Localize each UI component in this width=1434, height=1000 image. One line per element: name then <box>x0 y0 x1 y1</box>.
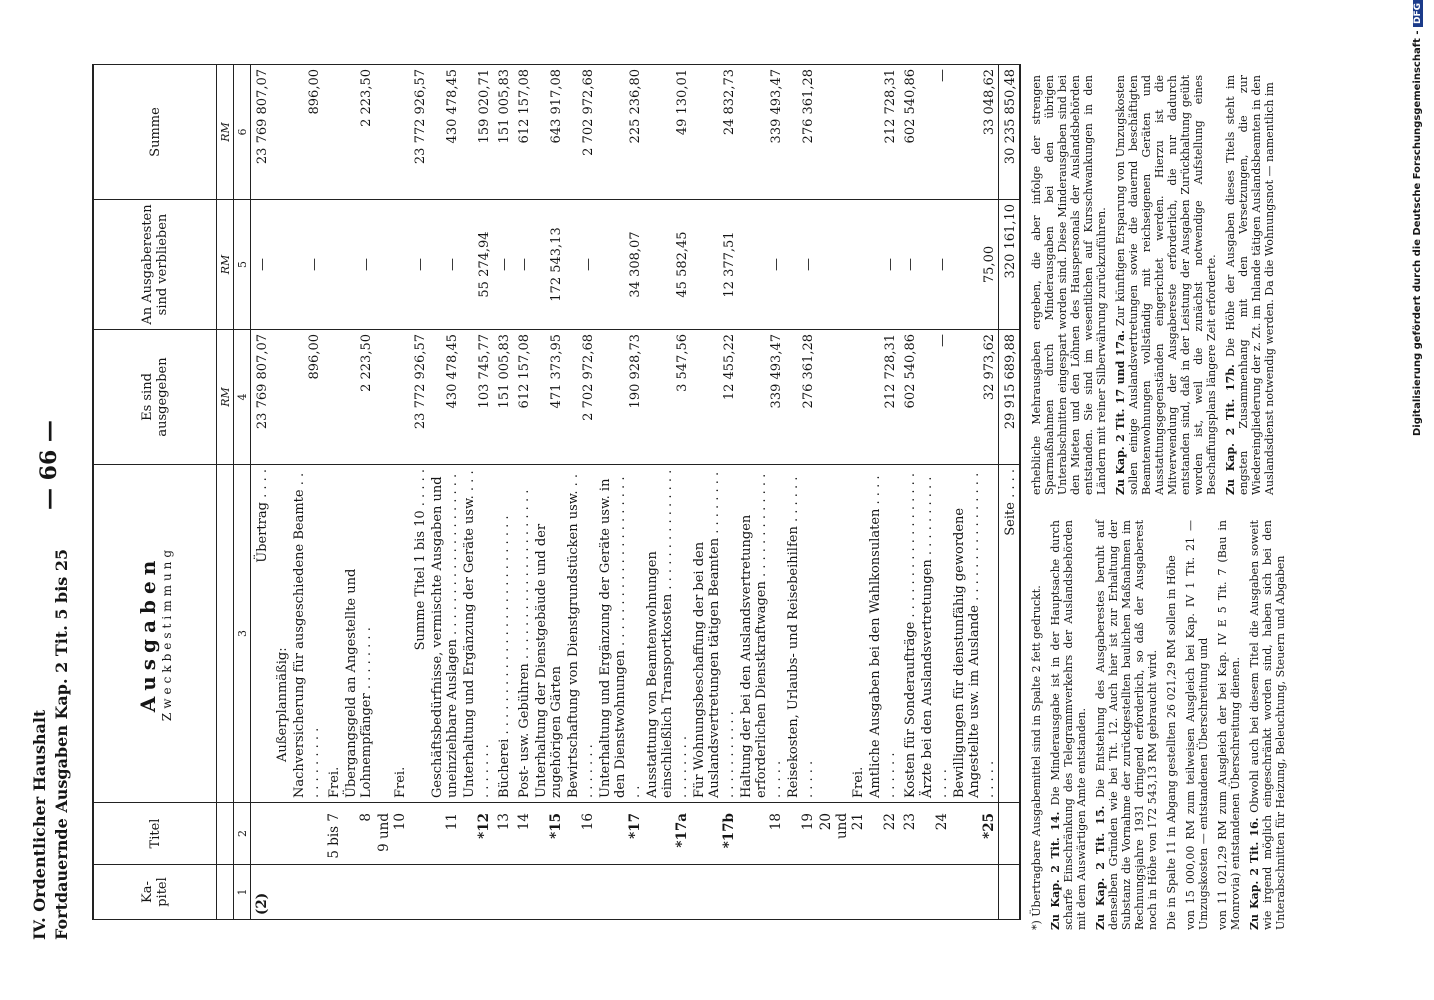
titel-cell: 13 <box>493 803 513 865</box>
col-number: 5 <box>234 200 251 330</box>
kapitel-cell: (2) <box>251 865 272 920</box>
ausgegeben-cell: 23 772 926,57 <box>409 330 429 465</box>
summe-cell <box>375 65 409 200</box>
titel-cell <box>291 803 323 865</box>
note-text: Die Minderausgabe ist in der Hauptsache durch scharfe Einschränkung des Telegrammverkehrs der Auslandsbehörden mit dem Auswärtigen Amte entstanden. <box>1049 520 1088 930</box>
kapitel-cell <box>999 865 1021 920</box>
kapitel-cell <box>785 865 817 920</box>
titel-cell: *17a <box>644 803 691 865</box>
col-header-summe: Summe <box>93 65 217 200</box>
desc-cell: Frei. <box>375 465 409 803</box>
titel-cell: *12 <box>461 803 493 865</box>
ausgegeben-cell: 190 928,73 <box>597 330 644 465</box>
desc-cell: Bewirtschaftung von Dienstgrundstücken usw. . . . . . . . . . <box>565 465 597 803</box>
kapitel-cell <box>271 865 291 920</box>
total-ausgegeben: 29 915 689,88 <box>999 330 1021 465</box>
summe-cell: 49 130,01 <box>644 65 691 200</box>
reste-cell <box>817 200 867 330</box>
kapitel-cell <box>919 865 951 920</box>
desc-cell: Für Wohnungsbeschaffung der bei den Auslandsvertretungen tätigen Beamten . . . . . . . . . . . . . . . . . . . <box>691 465 738 803</box>
note-tit14 <box>1049 520 1088 930</box>
note-text: Zur künftigen Ersparung von Umzugskosten sollen einige Auslandsvertretungen sowie die dauernd beschäftigten Beamtenwohnungen vollständig mit reichseigenen Geräten und Ausstattungsgegenständen eingerichtet werden. Hierzu ist die Mitverwendung der Ausgabereste erforderlich, die nur dadurch entstanden sind, daß in der Leistung der Ausgaben Zurückhaltung geübt worden ist, weil die zunächst notwendige Aufstellung eines Beschaffungsplans längere Zeit erforderte. <box>1114 74 1218 495</box>
titel-cell <box>271 803 291 865</box>
summe-cell: 612 157,08 <box>513 65 533 200</box>
reste-cell: — <box>409 200 429 330</box>
titel-cell: 22 <box>867 803 899 865</box>
dfg-logo: DFG <box>1413 0 1423 27</box>
desc-cell: Bewilligungen für dienstunfähig gewordene Angestellte usw. im Auslande . . . . . . . . . . . . . . . . . . . . . <box>951 465 999 803</box>
kapitel-cell <box>644 865 691 920</box>
desc-cell: Post- usw. Gebühren . . . . . . . . . . . . . . . . . . . . . <box>513 465 533 803</box>
summe-cell: 276 361,28 <box>785 65 817 200</box>
table-row <box>461 65 493 920</box>
col-header-kapitel: Ka-pitel <box>93 865 217 920</box>
reste-cell: 12 377,51 <box>691 200 738 330</box>
ausgegeben-cell: 602 540,86 <box>899 330 919 465</box>
ausgegeben-cell: — <box>919 330 951 465</box>
table-row <box>817 65 867 920</box>
kapitel-cell <box>291 865 323 920</box>
table-row <box>533 65 565 920</box>
note-head: Zu Kap. 2 Tit. 17b. <box>1224 364 1237 495</box>
note-continuation: erhebliche Mehrausgaben ergeben, die aber infolge der strengen Sparmaßnahmen durch Minderausgaben bei den übrigen Unterabschnitten eingespart worden sind. Diese Minderausgaben sind bei den Mieten und den Löhnen des Hauspersonals der Auslandsbehörden entstanden. Sie sind im wesentlichen auf Kursschwankungen in den Ländern mit reiner Silberwährung zurückzuführen. <box>1030 75 1108 495</box>
unit-cell <box>217 465 234 803</box>
titel-cell: 14 <box>513 803 533 865</box>
notes-right <box>1030 75 1410 495</box>
total-row <box>999 65 1021 920</box>
kapitel-cell <box>375 865 409 920</box>
table-row <box>691 65 738 920</box>
summe-cell: — <box>919 65 951 200</box>
reste-cell: — <box>513 200 533 330</box>
kapitel-cell <box>899 865 919 920</box>
ausgegeben-cell: 212 728,31 <box>867 330 899 465</box>
desc-cell: Haltung der bei den Auslandsvertretungen erforderlichen Dienstkraftwagen . . . . . . . . . . . . . . . . . . <box>738 465 785 803</box>
ausgegeben-cell: 2 702 972,68 <box>565 330 597 465</box>
kapitel-cell <box>691 865 738 920</box>
reste-cell <box>323 200 343 330</box>
ausgegeben-cell: 430 478,45 <box>429 330 461 465</box>
reste-cell: 75,00 <box>951 200 999 330</box>
kapitel-cell <box>493 865 513 920</box>
ausgegeben-cell: 2 223,50 <box>343 330 375 465</box>
titel-cell: *15 <box>533 803 565 865</box>
note-text: Die Entstehung des Ausgaberestes beruht auf denselben Gründen wie bei Tit. 12. Auch hier ist zur Erhaltung der Substanz die Vornahme der zurückgestellten baulichen Maßnahmen im Rechnungsjahre 1931 dringend erforderlich, so daß der Ausgaberest noch in Höhe von 172 543,13 RM gebraucht wird. <box>1094 519 1159 930</box>
col-header-titel: Titel <box>93 803 217 865</box>
desc-cell: Bücherei . . . . . . . . . . . . . . . . . . . . . . . . . . . <box>493 465 513 803</box>
summe-cell <box>817 65 867 200</box>
note-tit17 <box>1114 75 1218 495</box>
unit-cell <box>217 803 234 865</box>
notes-left <box>1030 520 1410 930</box>
ausgegeben-cell <box>323 330 343 465</box>
table-row <box>409 65 429 920</box>
note-tit15-c: von 15 000,00 RM zum teilweisen Ausgleich bei Kap. IV 1 Tit. 21 — Umzugskosten — entstandenen Überschreitung und <box>1184 520 1210 930</box>
reste-cell: — <box>899 200 919 330</box>
titel-cell: 24 <box>919 803 951 865</box>
titel-cell <box>409 803 429 865</box>
desc-cell: Geschäftsbedürfnisse, vermischte Ausgaben und uneinziehbare Auslagen . . . . . . . . . . . . . . . . . . . . <box>429 465 461 803</box>
reste-cell <box>375 200 409 330</box>
titel-cell: 20 und 21 <box>817 803 867 865</box>
page-number: — 66 — <box>36 420 62 510</box>
desc-cell: Frei. <box>323 465 343 803</box>
unit-cell <box>217 865 234 920</box>
titel-cell: *17b <box>691 803 738 865</box>
note-head: Zu Kap. 2 Tit. 15. <box>1094 805 1107 930</box>
reste-cell: — <box>738 200 785 330</box>
note-tit15-b: Die in Spalte 11 in Abgang gestellten 26 021,29 RM sollen in Höhe <box>1165 555 1178 930</box>
kapitel-cell <box>429 865 461 920</box>
table-row <box>493 65 513 920</box>
col-number: 2 <box>234 803 251 865</box>
desc-cell: Nachversicherung für ausgeschiedene Beamte . . . . . . . . . . . <box>291 465 323 803</box>
summe-cell: 212 728,31 <box>867 65 899 200</box>
section-subheading: Fortdauernde Ausgaben Kap. 2 Tit. 5 bis 25 <box>52 548 71 940</box>
summe-cell: 430 478,45 <box>429 65 461 200</box>
table-row <box>513 65 533 920</box>
desc-cell: Ausstattung von Beamtenwohnungen einschließlich Transportkosten . . . . . . . . . . . . . . . . . . . . . . . <box>644 465 691 803</box>
summe-cell: 2 223,50 <box>343 65 375 200</box>
table-row <box>251 65 272 920</box>
summe-cell: 23 772 926,57 <box>409 65 429 200</box>
note-tit15 <box>1094 520 1159 930</box>
kapitel-cell <box>867 865 899 920</box>
col-number: 1 <box>234 865 251 920</box>
reste-cell: 172 543,13 <box>533 200 565 330</box>
titel-cell <box>251 803 272 865</box>
ausgegeben-cell: 471 373,95 <box>533 330 565 465</box>
note-head: Zu Kap. 2 Tit. 14. <box>1049 811 1062 930</box>
unit-rm: RM <box>217 200 234 330</box>
table-row <box>429 65 461 920</box>
summe-cell: 896,00 <box>291 65 323 200</box>
kapitel-cell <box>565 865 597 920</box>
titel-cell: 19 <box>785 803 817 865</box>
summe-cell: 24 832,73 <box>691 65 738 200</box>
col-header-ausgaben <box>93 465 217 803</box>
desc-cell: Übergangsgeld an Angestellte und Lohnempfänger . . . . . . . . <box>343 465 375 803</box>
section-heading: IV. Ordentlicher Haushalt <box>30 709 49 940</box>
col-number: 3 <box>234 465 251 803</box>
reste-cell: — <box>919 200 951 330</box>
note-tit15-d: von 11 021,29 RM zum Ausgleich der bei Kap. IV E 5 Tit. 7 (Bau in Monrovia) entstandenen Überschreitung dienen. <box>1216 520 1242 930</box>
ausgaben-title: Ausgaben <box>136 554 160 713</box>
table-grid <box>92 64 1021 920</box>
titel-cell: 11 <box>429 803 461 865</box>
note-head: Zu Kap. 2 Tit. 17 und 17a. <box>1114 330 1127 495</box>
expenditure-table <box>92 65 1027 920</box>
kapitel-cell <box>409 865 429 920</box>
titel-cell: 8 <box>343 803 375 865</box>
ausgegeben-cell: 151 005,83 <box>493 330 513 465</box>
desc-cell: Unterhaltung der Dienstgebäude und der zugehörigen Gärten <box>533 465 565 803</box>
table-row <box>323 65 343 920</box>
reste-cell: — <box>343 200 375 330</box>
ausgegeben-cell: 339 493,47 <box>738 330 785 465</box>
table-row <box>565 65 597 920</box>
ausgegeben-cell: 23 769 807,07 <box>251 330 272 465</box>
titel-cell: 16 <box>565 803 597 865</box>
summe-cell: 151 005,83 <box>493 65 513 200</box>
table-row <box>919 65 951 920</box>
table-row <box>271 65 291 920</box>
kapitel-cell <box>597 865 644 920</box>
summe-cell: 339 493,47 <box>738 65 785 200</box>
desc-cell: Übertrag . . . . <box>251 465 272 803</box>
reste-cell: — <box>867 200 899 330</box>
table-row <box>899 65 919 920</box>
note-head: Zu Kap. 2 Tit. 16. <box>1248 817 1261 930</box>
total-label: Seite . . . . <box>999 465 1021 803</box>
desc-cell: Reisekosten, Urlaubs- und Reisebeihilfen . . . . . . . . . . . <box>785 465 817 803</box>
reste-cell: — <box>291 200 323 330</box>
ausgegeben-cell: 32 973,62 <box>951 330 999 465</box>
total-reste: 320 161,10 <box>999 200 1021 330</box>
reste-cell: — <box>565 200 597 330</box>
summe-cell: 159 020,71 <box>461 65 493 200</box>
titel-cell <box>999 803 1021 865</box>
desc-cell: Außerplanmäßig: <box>271 465 291 803</box>
table-row <box>951 65 999 920</box>
note-text: Die Höhe der Ausgaben dieses Titels steht im engsten Zusammenhang mit den Versetzungen, die zur Wiedereingliederung der z. Zt. im Inlande tätigen Auslandsbeamten in den Auslandsdienst notwendig werden. Da die Wohnungsnot — namentlich im <box>1224 74 1276 495</box>
titel-cell: *17 <box>597 803 644 865</box>
desc-cell: Unterhaltung und Ergänzung der Geräte usw. in den Dienstwohnungen . . . . . . . . . . . . . . . . . . . . . . . <box>597 465 644 803</box>
summe-cell: 2 702 972,68 <box>565 65 597 200</box>
desc-cell: Summe Titel 1 bis 10 . . . . . <box>409 465 429 803</box>
summe-cell: 643 917,08 <box>533 65 565 200</box>
dfg-credit <box>1412 0 1430 1000</box>
ausgegeben-cell: 612 157,08 <box>513 330 533 465</box>
ausgegeben-cell: 896,00 <box>291 330 323 465</box>
table-row <box>597 65 644 920</box>
desc-cell: Amtliche Ausgaben bei den Wahlkonsulaten . . . . . . . . . . <box>867 465 899 803</box>
note-tit17b <box>1224 75 1276 495</box>
unit-rm: RM <box>217 65 234 200</box>
ausgegeben-cell <box>817 330 867 465</box>
kapitel-cell <box>817 865 867 920</box>
table-body <box>251 65 1021 920</box>
note-text: Obwohl auch bei diesem Titel die Ausgaben soweit wie irgend möglich eingeschränkt worden sind, haben sich bei den Unterabschnitten für Heizung, Beleuchtung, Steuern und Abgaben <box>1248 519 1287 930</box>
summe-cell: 602 540,86 <box>899 65 919 200</box>
ausgegeben-cell: 276 361,28 <box>785 330 817 465</box>
titel-cell: 23 <box>899 803 919 865</box>
reste-cell: 34 308,07 <box>597 200 644 330</box>
col-header-ausgabereste: An Ausgaberesten sind verblieben <box>93 200 217 330</box>
reste-cell: 55 274,94 <box>461 200 493 330</box>
ausgegeben-cell: 3 547,56 <box>644 330 691 465</box>
reste-cell: 45 582,45 <box>644 200 691 330</box>
summe-cell: 33 048,62 <box>951 65 999 200</box>
table-row <box>343 65 375 920</box>
kapitel-cell <box>323 865 343 920</box>
col-header-ausgegeben: Es sind ausgegeben <box>93 330 217 465</box>
note-tit16 <box>1248 520 1287 930</box>
kapitel-cell <box>738 865 785 920</box>
unit-rm: RM <box>217 330 234 465</box>
ausgegeben-cell <box>375 330 409 465</box>
kapitel-cell <box>533 865 565 920</box>
desc-cell: Ärzte bei den Auslandsvertretungen . . . . . . . . . . . . . . <box>919 465 951 803</box>
ausgegeben-cell: 12 455,22 <box>691 330 738 465</box>
kapitel-cell <box>513 865 533 920</box>
dfg-credit-text: Digitalisierung gefördert durch die Deutsche Forschungsgemeinschaft - <box>1412 30 1423 437</box>
desc-cell: Kosten für Sonderaufträge . . . . . . . . . . . . . . . . . . <box>899 465 919 803</box>
summe-cell: 225 236,80 <box>597 65 644 200</box>
reste-cell: — <box>785 200 817 330</box>
desc-cell: Frei. <box>817 465 867 803</box>
reste-cell: — <box>429 200 461 330</box>
kapitel-cell <box>951 865 999 920</box>
table-row <box>291 65 323 920</box>
summe-cell <box>271 65 291 200</box>
table-row <box>785 65 817 920</box>
total-summe: 30 235 850,48 <box>999 65 1021 200</box>
reste-cell: — <box>251 200 272 330</box>
ausgaben-subtitle: Zweckbestimmung <box>160 545 174 722</box>
reste-cell <box>271 200 291 330</box>
ausgegeben-cell: 103 745,77 <box>461 330 493 465</box>
table-row <box>738 65 785 920</box>
ausgegeben-cell <box>271 330 291 465</box>
summe-cell <box>323 65 343 200</box>
summe-cell: 23 769 807,07 <box>251 65 272 200</box>
titel-cell: 5 bis 7 <box>323 803 343 865</box>
desc-cell: Unterhaltung und Ergänzung der Geräte usw. . . . . . . . . . . <box>461 465 493 803</box>
reste-cell: — <box>493 200 513 330</box>
titel-cell: 9 und 10 <box>375 803 409 865</box>
footnote: *) Übertragbare Ausgabemittel sind in Spalte 2 fett gedruckt. <box>1030 585 1043 930</box>
table-row <box>375 65 409 920</box>
table-row <box>867 65 899 920</box>
titel-cell: *25 <box>951 803 999 865</box>
col-number: 4 <box>234 330 251 465</box>
kapitel-cell <box>343 865 375 920</box>
table-row <box>644 65 691 920</box>
col-number: 6 <box>234 65 251 200</box>
titel-cell: 18 <box>738 803 785 865</box>
kapitel-cell <box>461 865 493 920</box>
